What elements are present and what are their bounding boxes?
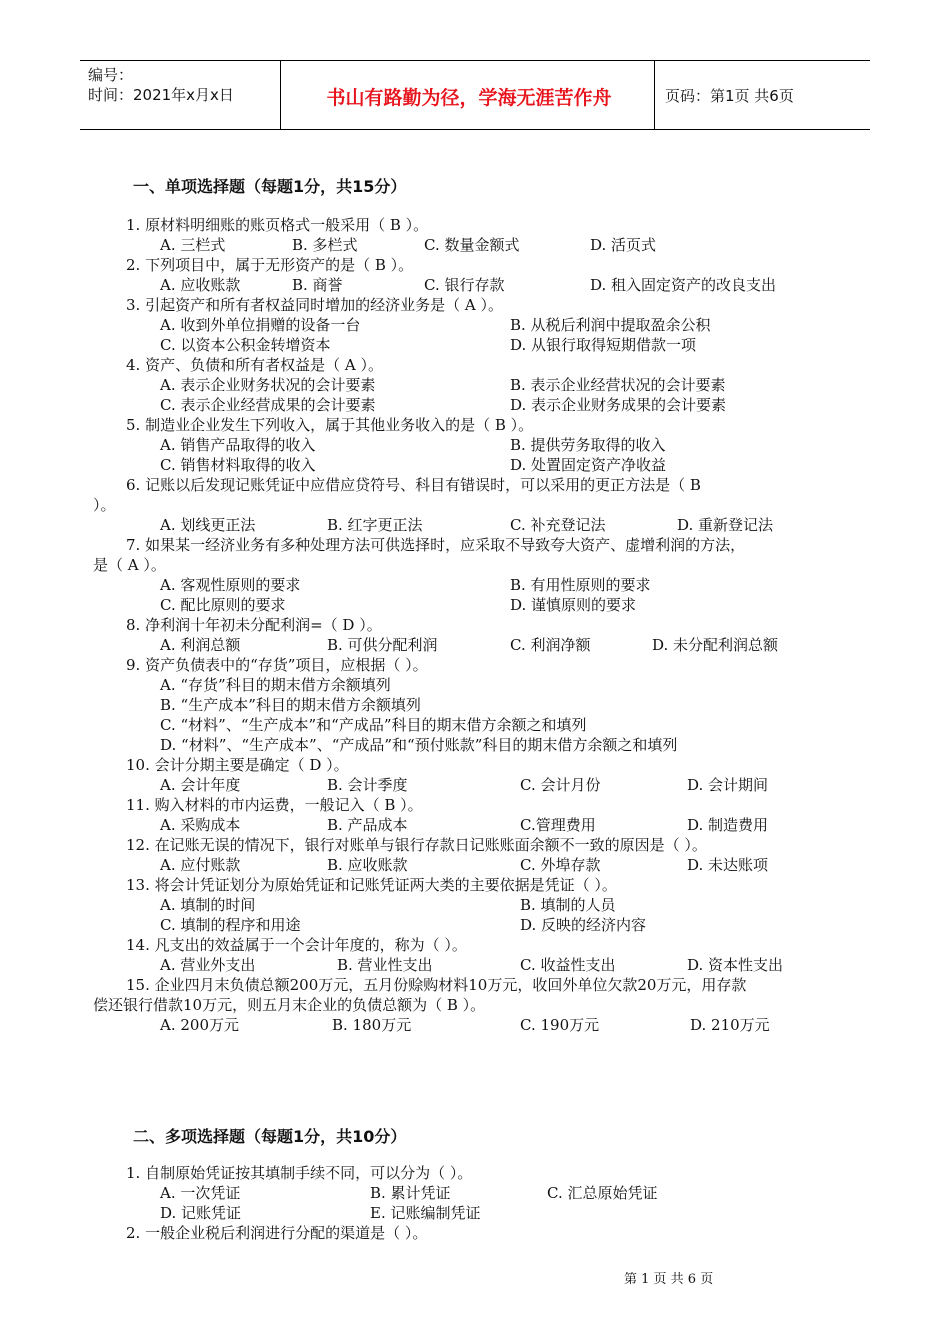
page-footer: 第 1 页 共 6 页 <box>624 1272 714 1287</box>
question-text: 11. 购入材料的市内运费，一般记入（ B ）。 <box>126 796 423 814</box>
option-text: C. 以资本公积金转增资本 <box>160 336 331 354</box>
option-text: C. 销售材料取得的收入 <box>160 456 316 474</box>
question-text-continued: ）。 <box>93 496 116 514</box>
option-text: C. 表示企业经营成果的会计要素 <box>160 396 376 414</box>
option-text: A. 三栏式 <box>160 236 226 254</box>
option-text: A. 应收账款 <box>160 276 241 294</box>
option-text: A. “存货”科目的期末借方余额填列 <box>160 676 391 694</box>
option-text: B. 可供分配利润 <box>327 636 438 654</box>
option-text: A. 一次凭证 <box>160 1184 241 1202</box>
option-text: A. 会计年度 <box>160 776 241 794</box>
question-text: 1. 原材料明细账的账页格式一般采用（ B ）。 <box>126 216 429 234</box>
option-text: D. 制造费用 <box>687 816 769 834</box>
option-text: D. 从银行取得短期借款一项 <box>510 336 697 354</box>
option-text: A. 应付账款 <box>160 856 241 874</box>
option-text: C. 汇总原始凭证 <box>547 1184 658 1202</box>
option-text: E. 记账编制凭证 <box>370 1204 481 1222</box>
option-text: B. 有用性原则的要求 <box>510 576 651 594</box>
option-text: B. 累计凭证 <box>370 1184 451 1202</box>
question-text: 7. 如果某一经济业务有多种处理方法可供选择时，应采取不导致夸大资产、虚增利润的方法， <box>126 536 746 554</box>
option-text: B. 应收账款 <box>327 856 408 874</box>
question-text: 9. 资产负债表中的“存货”项目，应根据（ ）。 <box>126 656 428 674</box>
option-text: D. 未分配利润总额 <box>652 636 779 654</box>
option-text: C. 外埠存款 <box>520 856 601 874</box>
question-text: 8. 净利润十年初未分配利润=（ D ）。 <box>126 616 382 634</box>
option-text: C. 收益性支出 <box>520 956 616 974</box>
option-text: D. 210万元 <box>690 1016 770 1034</box>
question-text: 15. 企业四月末负债总额200万元，五月份赊购材料10万元，收回外单位欠款20万元，用存款 <box>126 976 747 994</box>
option-text: C. 配比原则的要求 <box>160 596 286 614</box>
option-text: A. 收到外单位捐赠的设备一台 <box>160 316 361 334</box>
option-text: C. 会计月份 <box>520 776 601 794</box>
option-text: D. 租入固定资产的改良支出 <box>590 276 777 294</box>
question-text: 14. 凡支出的效益属于一个会计年度的，称为（ ）。 <box>126 936 467 954</box>
option-text: B. 会计季度 <box>327 776 408 794</box>
header-divider <box>280 61 281 129</box>
header-divider <box>654 61 655 129</box>
option-text: D. 未达账项 <box>687 856 769 874</box>
question-text: 4. 资产、负债和所有者权益是（ A ）。 <box>126 356 383 374</box>
option-text: B. 产品成本 <box>327 816 408 834</box>
question-text-continued: 偿还银行借款10万元，则五月末企业的负债总额为（ B ）。 <box>93 996 486 1014</box>
option-text: C.管理费用 <box>520 816 596 834</box>
header-date: 时间：2021年x月x日 <box>88 86 234 104</box>
option-text: D. 谨慎原则的要求 <box>510 596 637 614</box>
page-header <box>80 60 870 130</box>
option-text: D. 活页式 <box>590 236 657 254</box>
option-text: D. 重新登记法 <box>677 516 774 534</box>
option-text: C. 利润净额 <box>510 636 591 654</box>
option-text: B. 营业性支出 <box>337 956 433 974</box>
option-text: B. 红字更正法 <box>327 516 423 534</box>
question-text: 6. 记账以后发现记账凭证中应借应贷符号、科目有错误时，可以采用的更正方法是（ B <box>126 476 701 494</box>
option-text: A. 营业外支出 <box>160 956 256 974</box>
option-text: D. 资本性支出 <box>687 956 784 974</box>
question-text: 1. 自制原始凭证按其填制手续不同，可以分为（ ）。 <box>126 1164 473 1182</box>
option-text: A. 客观性原则的要求 <box>160 576 301 594</box>
option-text: C. 数量金额式 <box>424 236 520 254</box>
option-text: C. 190万元 <box>520 1016 600 1034</box>
option-text: D. 处置固定资产净收益 <box>510 456 667 474</box>
option-text: B. 从税后利润中提取盈余公积 <box>510 316 711 334</box>
header-motto: 书山有路勤为径，学海无涯苦作舟 <box>326 87 612 109</box>
question-text: 13. 将会计凭证划分为原始凭证和记账凭证两大类的主要依据是凭证（ ）。 <box>126 876 617 894</box>
section-title-multiple-choice: 二、多项选择题（每题1分，共10分） <box>133 1127 407 1146</box>
option-text: D. 反映的经济内容 <box>520 916 647 934</box>
option-text: B. 表示企业经营状况的会计要素 <box>510 376 726 394</box>
question-text: 2. 下列项目中，属于无形资产的是（ B ）。 <box>126 256 414 274</box>
section-title-single-choice: 一、单项选择题（每题1分，共15分） <box>133 177 407 196</box>
option-text: C. “材料”、“生产成本”和“产成品”科目的期末借方余额之和填列 <box>160 716 587 734</box>
option-text: C. 补充登记法 <box>510 516 606 534</box>
option-text: D. 会计期间 <box>687 776 769 794</box>
option-text: A. 采购成本 <box>160 816 241 834</box>
header-meta <box>88 65 234 105</box>
option-text: D. “材料”、“生产成本”、“产成品”和“预付账款”科目的期末借方余额之和填列 <box>160 736 678 754</box>
question-text: 12. 在记账无误的情况下，银行对账单与银行存款日记账账面余额不一致的原因是（ ）。 <box>126 836 707 854</box>
option-text: A. 销售产品取得的收入 <box>160 436 316 454</box>
question-text: 2. 一般企业税后利润进行分配的渠道是（ ）。 <box>126 1224 428 1242</box>
option-text: B. 填制的人员 <box>520 896 616 914</box>
option-text: D. 记账凭证 <box>160 1204 242 1222</box>
option-text: A. 表示企业财务状况的会计要素 <box>160 376 376 394</box>
option-text: A. 填制的时间 <box>160 896 256 914</box>
question-text: 3. 引起资产和所有者权益同时增加的经济业务是（ A ）。 <box>126 296 503 314</box>
option-text: B. “生产成本”科目的期末借方余额填列 <box>160 696 421 714</box>
option-text: C. 银行存款 <box>424 276 505 294</box>
option-text: A. 200万元 <box>160 1016 239 1034</box>
option-text: B. 180万元 <box>332 1016 412 1034</box>
question-text-continued: 是（ A ）。 <box>93 556 166 574</box>
header-page-info: 页码：第1页 共6页 <box>665 87 794 105</box>
option-text: B. 提供劳务取得的收入 <box>510 436 666 454</box>
question-text: 5. 制造业企业发生下列收入，属于其他业务收入的是（ B ）。 <box>126 416 534 434</box>
header-number: 编号： <box>88 66 134 84</box>
option-text: A. 划线更正法 <box>160 516 256 534</box>
option-text: D. 表示企业财务成果的会计要素 <box>510 396 727 414</box>
question-text: 10. 会计分期主要是确定（ D ）。 <box>126 756 349 774</box>
option-text: C. 填制的程序和用途 <box>160 916 301 934</box>
option-text: A. 利润总额 <box>160 636 241 654</box>
option-text: B. 多栏式 <box>292 236 358 254</box>
option-text: B. 商誉 <box>292 276 343 294</box>
